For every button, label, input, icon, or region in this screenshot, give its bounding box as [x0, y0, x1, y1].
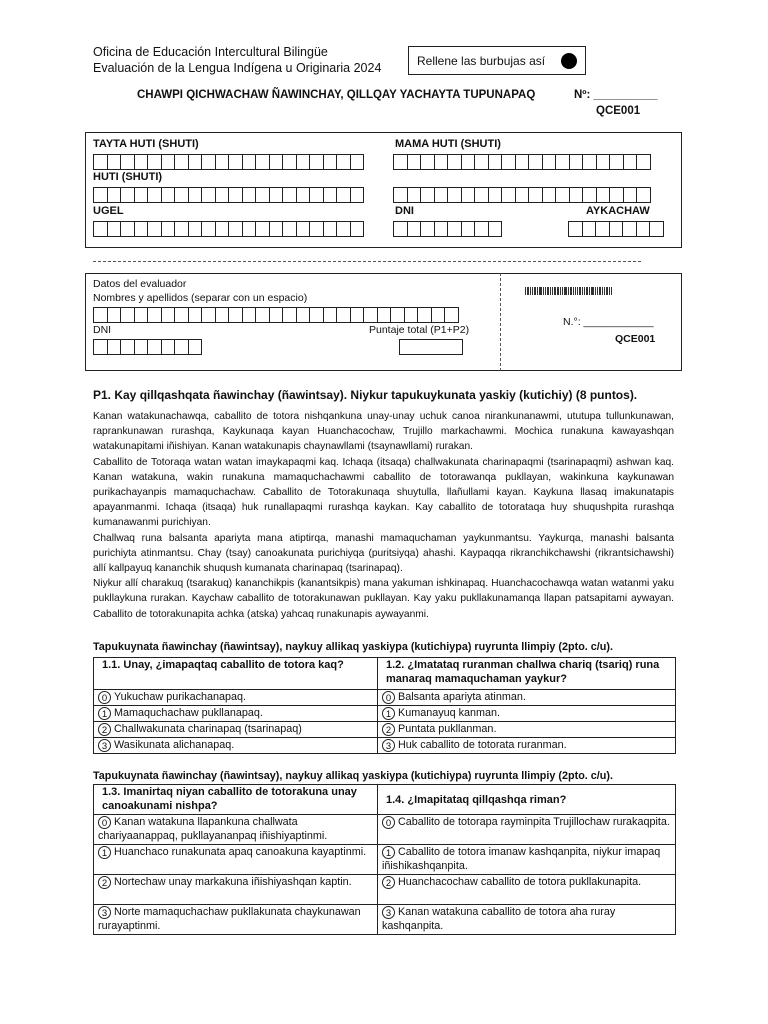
- input-cell[interactable]: [323, 187, 338, 203]
- input-cell[interactable]: [336, 187, 351, 203]
- input-cell[interactable]: [431, 307, 446, 323]
- ugel-cells[interactable]: [93, 221, 363, 237]
- input-cell[interactable]: [242, 154, 257, 170]
- input-cell[interactable]: [623, 154, 638, 170]
- evaluator-divider: [500, 273, 501, 371]
- input-cell[interactable]: [188, 221, 203, 237]
- input-cell[interactable]: [420, 187, 435, 203]
- input-cell[interactable]: [501, 187, 516, 203]
- input-cell[interactable]: [336, 221, 351, 237]
- question-1-2-title: 1.2. ¿Imatataq ruranman challwa chariq (tsariq) runa manaraq mamaquchaman yaykur?: [378, 658, 676, 690]
- input-cell[interactable]: [434, 154, 449, 170]
- input-cell[interactable]: [174, 154, 189, 170]
- p1-paragraph: Niykur allí charakuq (tsarakuq) kananchikpis (kanantsikpis) mana yakuman ishkinapaq. Huanchacochawqa watan watanmi yaku pukllaykuna rurakan. Kaychaw caballito de totorakunawan pukllayan. Kay yaku pukllakunamanqa llapan patsapitami aywayan. Caballito de totorakunapita achka (atska) yahcaq runakunapis aywayanmi.: [93, 578, 674, 620]
- input-cell[interactable]: [188, 339, 203, 355]
- input-cell[interactable]: [107, 154, 122, 170]
- question-1-4-title: 1.4. ¿Imapitataq qillqashqa riman?: [378, 785, 676, 815]
- input-cell[interactable]: [93, 339, 108, 355]
- input-cell[interactable]: [323, 221, 338, 237]
- barcode-bar: [570, 287, 572, 295]
- option-text: Caballito de totora imanaw kashqanpita, niykur imapaq iñishikashqanpita.: [382, 846, 661, 872]
- input-cell[interactable]: [582, 154, 597, 170]
- option-1-3-0[interactable]: [94, 815, 378, 845]
- input-cell[interactable]: [474, 221, 489, 237]
- answer-bubble-icon[interactable]: 2: [382, 723, 395, 736]
- barcode-bar: [552, 287, 553, 295]
- bubble-instruction-text: Rellene las burbujas así: [417, 53, 546, 68]
- barcode-bar: [547, 287, 549, 295]
- barcode-bar: [595, 287, 596, 295]
- barcode-bar: [597, 287, 598, 295]
- input-cell[interactable]: [161, 221, 176, 237]
- option-1-4-1[interactable]: [378, 845, 676, 875]
- input-cell[interactable]: [93, 154, 108, 170]
- barcode-bar: [532, 287, 533, 295]
- form-title: CHAWPI QICHWACHAW ÑAWINCHAY, QILLQAY YACHAYTA TUPUNAPAQ: [137, 89, 536, 101]
- input-cell[interactable]: [201, 307, 216, 323]
- input-cell[interactable]: [134, 221, 149, 237]
- input-cell[interactable]: [622, 221, 637, 237]
- input-cell[interactable]: [174, 221, 189, 237]
- input-cell[interactable]: [636, 221, 651, 237]
- answer-bubble-icon[interactable]: 0: [382, 691, 395, 704]
- barcode-bar: [560, 287, 561, 295]
- answer-bubble-icon[interactable]: 3: [382, 739, 395, 752]
- option-text: Kumanayuq kanman.: [398, 707, 501, 719]
- input-cell[interactable]: [609, 187, 624, 203]
- input-cell[interactable]: [542, 154, 557, 170]
- input-cell[interactable]: [447, 154, 462, 170]
- input-cell[interactable]: [282, 154, 297, 170]
- input-cell[interactable]: [555, 154, 570, 170]
- father-name-label: TAYTA HUTI (SHUTI): [93, 138, 199, 150]
- input-cell[interactable]: [528, 154, 543, 170]
- answer-bubble-icon[interactable]: 1: [382, 846, 395, 859]
- evaluator-name-cells[interactable]: [93, 307, 458, 323]
- input-cell[interactable]: [107, 339, 122, 355]
- input-cell[interactable]: [174, 307, 189, 323]
- input-cell[interactable]: [93, 187, 108, 203]
- p1-reading-text: [93, 409, 674, 622]
- form-number: Nº: __________: [574, 89, 658, 101]
- barcode-bar: [539, 287, 542, 295]
- option-1-2-1[interactable]: [378, 706, 676, 722]
- answer-bubble-icon[interactable]: 1: [98, 707, 111, 720]
- input-cell[interactable]: [404, 307, 419, 323]
- name-label: HUTI (SHUTI): [93, 171, 163, 183]
- input-cell[interactable]: [201, 187, 216, 203]
- option-text: Nortechaw unay markakuna iñishiyashqan kaptin.: [114, 876, 352, 888]
- evaluator-title: Datos del evaluador: [93, 278, 187, 290]
- barcode-bar: [562, 287, 563, 295]
- input-cell[interactable]: [407, 154, 422, 170]
- option-1-2-3[interactable]: [378, 738, 676, 754]
- barcode-bar: [577, 287, 578, 295]
- barcode-bar: [589, 287, 590, 295]
- input-cell[interactable]: [120, 307, 135, 323]
- input-cell[interactable]: [296, 221, 311, 237]
- barcode-bar: [599, 287, 601, 295]
- barcode-bar: [602, 287, 603, 295]
- input-cell[interactable]: [147, 339, 162, 355]
- input-cell[interactable]: [636, 154, 651, 170]
- input-cell[interactable]: [417, 307, 432, 323]
- input-cell[interactable]: [161, 154, 176, 170]
- barcode-bar: [543, 287, 544, 295]
- input-cell[interactable]: [201, 221, 216, 237]
- option-1-1-0[interactable]: [94, 690, 378, 706]
- age-cells[interactable]: [568, 221, 663, 237]
- input-cell[interactable]: [515, 187, 530, 203]
- evaluator-dni-cells[interactable]: [93, 339, 201, 355]
- input-cell[interactable]: [228, 154, 243, 170]
- input-cell[interactable]: [296, 307, 311, 323]
- input-cell[interactable]: [107, 307, 122, 323]
- input-cell[interactable]: [282, 307, 297, 323]
- input-cell[interactable]: [420, 221, 435, 237]
- input-cell[interactable]: [296, 154, 311, 170]
- input-cell[interactable]: [350, 154, 365, 170]
- org-line-1: Oficina de Educación Intercultural Bilingüe: [93, 45, 328, 59]
- input-cell[interactable]: [188, 154, 203, 170]
- input-cell[interactable]: [582, 187, 597, 203]
- input-cell[interactable]: [393, 221, 408, 237]
- input-cell[interactable]: [447, 221, 462, 237]
- input-cell[interactable]: [107, 221, 122, 237]
- father-name-cells[interactable]: [93, 154, 363, 170]
- answer-bubble-icon[interactable]: 0: [98, 816, 111, 829]
- input-cell[interactable]: [390, 307, 405, 323]
- input-cell[interactable]: [568, 221, 583, 237]
- input-cell[interactable]: [393, 154, 408, 170]
- input-cell[interactable]: [309, 154, 324, 170]
- option-1-3-1[interactable]: [94, 845, 378, 875]
- barcode-bar: [584, 287, 585, 295]
- input-cell[interactable]: [255, 187, 270, 203]
- barcode-bar: [568, 287, 569, 295]
- input-cell[interactable]: [147, 187, 162, 203]
- input-cell[interactable]: [595, 221, 610, 237]
- option-1-4-0[interactable]: [378, 815, 676, 845]
- input-cell[interactable]: [649, 221, 664, 237]
- option-1-2-0[interactable]: [378, 690, 676, 706]
- input-cell[interactable]: [174, 339, 189, 355]
- input-cell[interactable]: [515, 154, 530, 170]
- input-cell[interactable]: [434, 187, 449, 203]
- score-label: Puntaje total (P1+P2): [369, 324, 470, 336]
- input-cell[interactable]: [309, 221, 324, 237]
- input-cell[interactable]: [377, 307, 392, 323]
- barcode-bar: [582, 287, 583, 295]
- mother-name-cells[interactable]: [393, 154, 650, 170]
- option-text: Puntata pukllanman.: [398, 723, 497, 735]
- input-cell[interactable]: [461, 187, 476, 203]
- input-cell[interactable]: [255, 221, 270, 237]
- answer-bubble-icon[interactable]: 3: [382, 906, 395, 919]
- input-cell[interactable]: [609, 221, 624, 237]
- option-text: Kanan watakuna caballito de totora aha ruray kashqanpita.: [382, 906, 616, 932]
- dni-label: DNI: [395, 205, 414, 217]
- filled-bubble-icon: [561, 53, 577, 69]
- p1-title: P1. Kay qillqashqata ñawinchay (ñawintsay). Niykur tapukuykunata yaskiy (kutichiy) (8 puntos).: [93, 388, 638, 402]
- input-cell[interactable]: [407, 221, 422, 237]
- option-text: Norte mamaquchachaw pukllakunata chaykunawan rurayaptinmi.: [98, 906, 361, 932]
- answer-bubble-icon[interactable]: 1: [382, 707, 395, 720]
- input-cell[interactable]: [215, 307, 230, 323]
- score-box[interactable]: [399, 339, 463, 355]
- input-cell[interactable]: [174, 187, 189, 203]
- input-cell[interactable]: [120, 187, 135, 203]
- input-cell[interactable]: [161, 187, 176, 203]
- barcode-bar: [537, 287, 538, 295]
- input-cell[interactable]: [228, 221, 243, 237]
- input-cell[interactable]: [488, 221, 503, 237]
- name-cells-right[interactable]: [393, 187, 650, 203]
- input-cell[interactable]: [309, 187, 324, 203]
- input-cell[interactable]: [636, 187, 651, 203]
- input-cell[interactable]: [228, 187, 243, 203]
- option-text: Challwakunata charinapaq (tsarinapaq): [114, 723, 302, 735]
- org-line-2: Evaluación de la Lengua Indígena u Originaria 2024: [93, 61, 382, 75]
- barcode-bar: [573, 287, 574, 295]
- barcode-bar: [609, 287, 610, 295]
- input-cell[interactable]: [444, 307, 459, 323]
- barcode-bar: [527, 287, 529, 295]
- barcode-bar: [604, 287, 605, 295]
- input-cell[interactable]: [269, 187, 284, 203]
- input-cell[interactable]: [623, 187, 638, 203]
- input-cell[interactable]: [461, 154, 476, 170]
- dni-cells[interactable]: [393, 221, 501, 237]
- question-1-3-title: 1.3. Imanirtaq niyan caballito de totorakuna unay canoakunami nishpa?: [94, 785, 378, 815]
- input-cell[interactable]: [447, 187, 462, 203]
- barcode-bar: [554, 287, 556, 295]
- input-cell[interactable]: [93, 307, 108, 323]
- barcode-bar: [534, 287, 536, 295]
- input-cell[interactable]: [501, 154, 516, 170]
- input-cell[interactable]: [255, 307, 270, 323]
- section2-instruction: Tapukuynata ñawinchay (ñawintsay), naykuy allikaq yaskiypa (kutichiypa) ruyrunta llimpiy (2pto. c/u).: [93, 770, 613, 782]
- answer-bubble-icon[interactable]: 0: [98, 691, 111, 704]
- input-cell[interactable]: [434, 221, 449, 237]
- age-label: AYKACHAW: [586, 205, 650, 217]
- input-cell[interactable]: [269, 221, 284, 237]
- input-cell[interactable]: [555, 187, 570, 203]
- input-cell[interactable]: [147, 221, 162, 237]
- bubble-instruction-box: [408, 46, 586, 75]
- input-cell[interactable]: [542, 187, 557, 203]
- option-text: Yukuchaw purikachanapaq.: [114, 691, 247, 703]
- form-code: QCE001: [596, 105, 641, 117]
- section2-table: [93, 784, 676, 935]
- input-cell[interactable]: [120, 221, 135, 237]
- option-text: Mamaquchachaw pukllanapaq.: [114, 707, 263, 719]
- input-cell[interactable]: [323, 307, 338, 323]
- name-cells-left[interactable]: [93, 187, 363, 203]
- input-cell[interactable]: [269, 307, 284, 323]
- barcode-bar: [579, 287, 581, 295]
- input-cell[interactable]: [134, 307, 149, 323]
- evaluator-code: QCE001: [615, 333, 656, 345]
- barcode-bar: [575, 287, 576, 295]
- option-text: Wasikunata alichanapaq.: [114, 739, 235, 751]
- answer-bubble-icon[interactable]: 3: [98, 739, 111, 752]
- input-cell[interactable]: [569, 154, 584, 170]
- barcode-bar: [557, 287, 559, 295]
- section1-table: [93, 657, 676, 754]
- input-cell[interactable]: [488, 187, 503, 203]
- input-cell[interactable]: [242, 221, 257, 237]
- evaluator-names-label: Nombres y apellidos (separar con un espacio): [93, 292, 308, 304]
- mother-name-label: MAMA HUTI (SHUTI): [395, 138, 501, 150]
- option-1-2-2[interactable]: [378, 722, 676, 738]
- input-cell[interactable]: [350, 307, 365, 323]
- option-text: Kanan watakuna llapankuna challwata chariyaanappaq, pukllayananpaq iñishiyaptinmi.: [98, 816, 328, 842]
- input-cell[interactable]: [161, 307, 176, 323]
- input-cell[interactable]: [147, 307, 162, 323]
- input-cell[interactable]: [309, 307, 324, 323]
- input-cell[interactable]: [242, 307, 257, 323]
- input-cell[interactable]: [228, 307, 243, 323]
- barcode-bar: [530, 287, 531, 295]
- answer-bubble-icon[interactable]: 3: [98, 906, 111, 919]
- input-cell[interactable]: [336, 154, 351, 170]
- input-cell[interactable]: [215, 187, 230, 203]
- input-cell[interactable]: [569, 187, 584, 203]
- input-cell[interactable]: [282, 187, 297, 203]
- option-text: Balsanta apariyta atinman.: [398, 691, 526, 703]
- input-cell[interactable]: [93, 221, 108, 237]
- input-cell[interactable]: [215, 154, 230, 170]
- input-cell[interactable]: [134, 339, 149, 355]
- option-1-4-3[interactable]: [378, 905, 676, 935]
- input-cell[interactable]: [596, 154, 611, 170]
- input-cell[interactable]: [255, 154, 270, 170]
- option-1-1-1[interactable]: [94, 706, 378, 722]
- input-cell[interactable]: [120, 339, 135, 355]
- barcode-bar: [550, 287, 551, 295]
- input-cell[interactable]: [350, 187, 365, 203]
- answer-bubble-icon[interactable]: 0: [382, 816, 395, 829]
- barcode-bar: [586, 287, 588, 295]
- input-cell[interactable]: [282, 221, 297, 237]
- input-cell[interactable]: [336, 307, 351, 323]
- option-1-3-2[interactable]: [94, 875, 378, 905]
- barcode-icon: [525, 287, 613, 295]
- input-cell[interactable]: [296, 187, 311, 203]
- input-cell[interactable]: [474, 154, 489, 170]
- input-cell[interactable]: [134, 187, 149, 203]
- input-cell[interactable]: [461, 221, 476, 237]
- section1-instruction: Tapukuynata ñawinchay (ñawintsay), naykuy allikaq yaskiypa (kutichiypa) ruyrunta llimpiy (2pto. c/u).: [93, 641, 613, 653]
- input-cell[interactable]: [350, 221, 365, 237]
- input-cell[interactable]: [609, 154, 624, 170]
- barcode-bar: [611, 287, 612, 295]
- input-cell[interactable]: [488, 154, 503, 170]
- input-cell[interactable]: [528, 187, 543, 203]
- input-cell[interactable]: [596, 187, 611, 203]
- input-cell[interactable]: [201, 154, 216, 170]
- input-cell[interactable]: [215, 221, 230, 237]
- input-cell[interactable]: [407, 187, 422, 203]
- p1-paragraph: Challwaq runa balsanta apariyta mana atiptirqa, manashi mamaquchaman yaykunmantsu. Yaykurqa, manashi balsanta purichiyta atinmantsu. Chay (tsay) canoakunata purichiyqa (puritsiyqa) ahashi. Kaypaqqa rikranchikchawshi (rikrantsichawshi) allí kallpayuq kananchik shuqush kumanata charinapaq (tsarinapaq).: [93, 532, 674, 575]
- p1-paragraph: Caballito de Totoraqa watan watan imaykapaqmi kaq. Ichaqa (itsaqa) challwakunata charinapaqmi (tsarinapaqmi) ashwan kaq. Kanan watakuna, wakin runakuna mamaquchachawmi caballito de totorawanqa pukllayan, wakinkuna kaykunawan purikachayanpis mamaquchachaw. Caballito de Totorakunaqa shuytulla, llañullami kayan. Kaykuna llasaq imakunatapis apayanmanmi. Ichaqa (itsaqa) huk runallapaqmi rurashqa kaykan. Kay caballito de totorataqa huy shuqushpita rurashqa kumanawanmi purichiyan.: [93, 456, 674, 529]
- option-text: Huanchaco runakunata apaq canoakuna kayaptinmi.: [114, 846, 367, 858]
- answer-bubble-icon[interactable]: 2: [98, 876, 111, 889]
- input-cell[interactable]: [582, 221, 597, 237]
- option-text: Huanchacochaw caballito de totora pukllakunapita.: [398, 876, 642, 888]
- input-cell[interactable]: [393, 187, 408, 203]
- input-cell[interactable]: [107, 187, 122, 203]
- question-1-1-title: 1.1. Unay, ¿imapaqtaq caballito de totora kaq?: [94, 658, 378, 690]
- barcode-bar: [545, 287, 546, 295]
- input-cell[interactable]: [188, 187, 203, 203]
- barcode-bar: [606, 287, 608, 295]
- p1-paragraph: Kanan watakunachawqa, caballito de totora nishqankuna unay-unay uchuk canoa nirankunanawmi, ututupa tullunkunawan, raprankunawan rurashqa, Kaykunaqa kayan Huanchacochaw, Trujillo markachawmi. Mochica runakuna kawayashqan watakunapitami iñishiyan. Kanan watakunapis chaynawllami (tsaynawllami) rurakan.: [93, 411, 674, 453]
- answer-bubble-icon[interactable]: 1: [98, 846, 111, 859]
- input-cell[interactable]: [269, 154, 284, 170]
- option-text: Huk caballito de totorata ruranman.: [398, 739, 567, 751]
- input-cell[interactable]: [242, 187, 257, 203]
- input-cell[interactable]: [420, 154, 435, 170]
- barcode-bar: [525, 287, 526, 295]
- evaluator-number: N.°: ____________: [563, 316, 654, 328]
- input-cell[interactable]: [134, 154, 149, 170]
- evaluator-dni-label: DNI: [93, 324, 112, 336]
- option-1-1-2[interactable]: [94, 722, 378, 738]
- option-1-3-3[interactable]: [94, 905, 378, 935]
- input-cell[interactable]: [147, 154, 162, 170]
- input-cell[interactable]: [188, 307, 203, 323]
- input-cell[interactable]: [120, 154, 135, 170]
- option-1-4-2[interactable]: [378, 875, 676, 905]
- input-cell[interactable]: [323, 154, 338, 170]
- barcode-bar: [564, 287, 567, 295]
- option-text: Caballito de totorapa rayminpita Trujillochaw rurakaqpita.: [398, 816, 670, 828]
- barcode-bar: [591, 287, 594, 295]
- option-1-1-3[interactable]: [94, 738, 378, 754]
- cut-line: [93, 261, 641, 262]
- answer-bubble-icon[interactable]: 2: [98, 723, 111, 736]
- input-cell[interactable]: [363, 307, 378, 323]
- input-cell[interactable]: [161, 339, 176, 355]
- ugel-label: UGEL: [93, 205, 124, 217]
- answer-bubble-icon[interactable]: 2: [382, 876, 395, 889]
- input-cell[interactable]: [474, 187, 489, 203]
